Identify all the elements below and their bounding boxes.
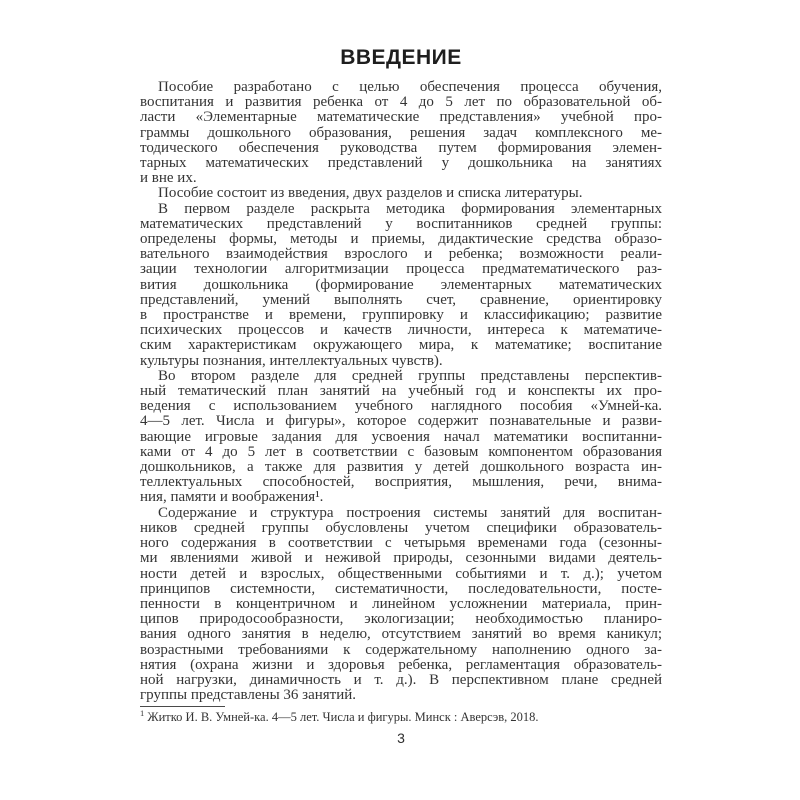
paragraph: [140, 202, 662, 369]
paragraph-line: вития дошкольника (формирование элементарных математических: [140, 276, 662, 293]
paragraph-line: теллектуальных способностей, восприятия, мышления, речи, внима-: [140, 474, 662, 491]
footnote-citation: Житко И. В. Умней-ка. 4—5 лет. Числа и фигуры. Минск : Аверсэв, 2018.: [147, 710, 539, 724]
footnote-marker: 1: [140, 707, 145, 718]
paragraph-line: ципов природосообразности, экологизации; необходимостью планиро-: [140, 611, 662, 628]
paragraph: [140, 506, 662, 704]
paragraph-line: Пособие разработано с целью обеспечения процесса обучения,: [158, 79, 662, 95]
paragraph-line: вания одного занятия в неделю, отсутствием занятий во время каникул;: [140, 626, 662, 643]
paragraph-line: вательного взаимодействия взрослого и ребенка; возможности реали-: [140, 246, 662, 263]
paragraph-line: дошкольников, а также для развития у детей дошкольного возраста ин-: [140, 459, 662, 476]
paragraph-line: пенности в концентричном и линейном усложнении материала, прин-: [140, 595, 662, 612]
paragraph-line: группы представлены 36 занятий.: [140, 687, 357, 704]
paragraph-line: культуры познания, интеллектуальных чувств).: [140, 352, 443, 369]
paragraph-line: 4—5 лет. Числа и фигуры», которое содержит познавательные и разви-: [140, 413, 662, 430]
paragraph-line: ми явлениями живой и неживой природы, сезонными видами деятель-: [140, 550, 662, 567]
paragraph-line: математических представлений у воспитанников средней группы:: [140, 215, 662, 232]
paragraph-line: зации технологии алгоритмизации процесса предматематического раз-: [140, 261, 662, 278]
paragraph-line: и вне их.: [140, 170, 197, 187]
footnote-text: [140, 707, 662, 724]
footnote-rule: [140, 706, 225, 707]
paragraph-line: нятия (охрана жизни и здоровья ребенка, регламентация образователь-: [140, 656, 662, 673]
paragraph-line: возрастными требованиями к содержательному наполнению одного за-: [140, 641, 662, 658]
paragraph-line: Во втором разделе для средней группы представлены перспектив-: [158, 367, 662, 384]
paragraph-line: ласти «Элементарные математические представления» учебной про-: [140, 109, 662, 126]
paragraph-line: ного содержания в соответствии с четырьмя временами года (сезонны-: [140, 535, 662, 552]
paragraph-line: ной нагрузки, динамичность и т. д.). В перспективном плане средней: [140, 671, 662, 688]
paragraph-line: определены формы, методы и приемы, дидактические средства образо-: [140, 231, 662, 248]
paragraph-line: ников средней группы обусловлены учетом специфики образователь-: [140, 519, 662, 536]
paragraph-line: принципов системности, систематичности, последовательности, посте-: [140, 580, 662, 597]
paragraph-line: представлений, умений выполнять счет, сравнение, ориентировку: [140, 291, 662, 308]
paragraph: [140, 369, 662, 506]
paragraph-line: вающие игровые задания для усвоения начал математики воспитанни-: [140, 428, 662, 445]
body-text: [140, 80, 662, 703]
page-number: 3: [397, 730, 405, 746]
paragraph: [140, 186, 662, 201]
footnote: [140, 706, 662, 724]
paragraph-line: ками от 4 до 5 лет в соответствии с базовым компонентом образования: [140, 443, 662, 460]
paragraph-line: воспитания и развития ребенка от 4 до 5 лет по образовательной об-: [140, 94, 662, 111]
paragraph-line: ским характеристикам окружающего мира, к математике; воспитание: [140, 337, 662, 354]
paragraph-line: ния, памяти и воображения¹.: [140, 489, 324, 506]
paragraph-line: Пособие состоит из введения, двух разделов и списка литературы.: [158, 185, 583, 202]
paragraph-line: тодического обеспечения руководства путем формирования элемен-: [140, 139, 662, 156]
paragraph-line: психических процессов и качеств личности, интереса к математиче-: [140, 322, 662, 339]
paragraph-line: ности детей и взрослых, общественными событиями и т. д.); учетом: [140, 565, 662, 582]
paragraph-line: ный тематический план занятий на учебный год и конспекты их про-: [140, 383, 662, 400]
paragraph-line: ведения с использованием учебного наглядного пособия «Умней-ка.: [140, 398, 662, 415]
page-title: ВВЕДЕНИЕ: [340, 46, 462, 69]
paragraph-line: в пространстве и времени, группировку и классификацию; развитие: [140, 307, 662, 324]
paragraph-line: Содержание и структура построения системы занятий для воспитан-: [158, 504, 662, 521]
paragraph: [140, 80, 662, 186]
paragraph-line: граммы дошкольного образования, решения задач комплексного ме-: [140, 124, 662, 141]
paragraph-line: тарных математических представлений у дошкольника на занятиях: [140, 155, 662, 172]
paragraph-line: В первом разделе раскрыта методика формирования элементарных: [158, 200, 662, 217]
